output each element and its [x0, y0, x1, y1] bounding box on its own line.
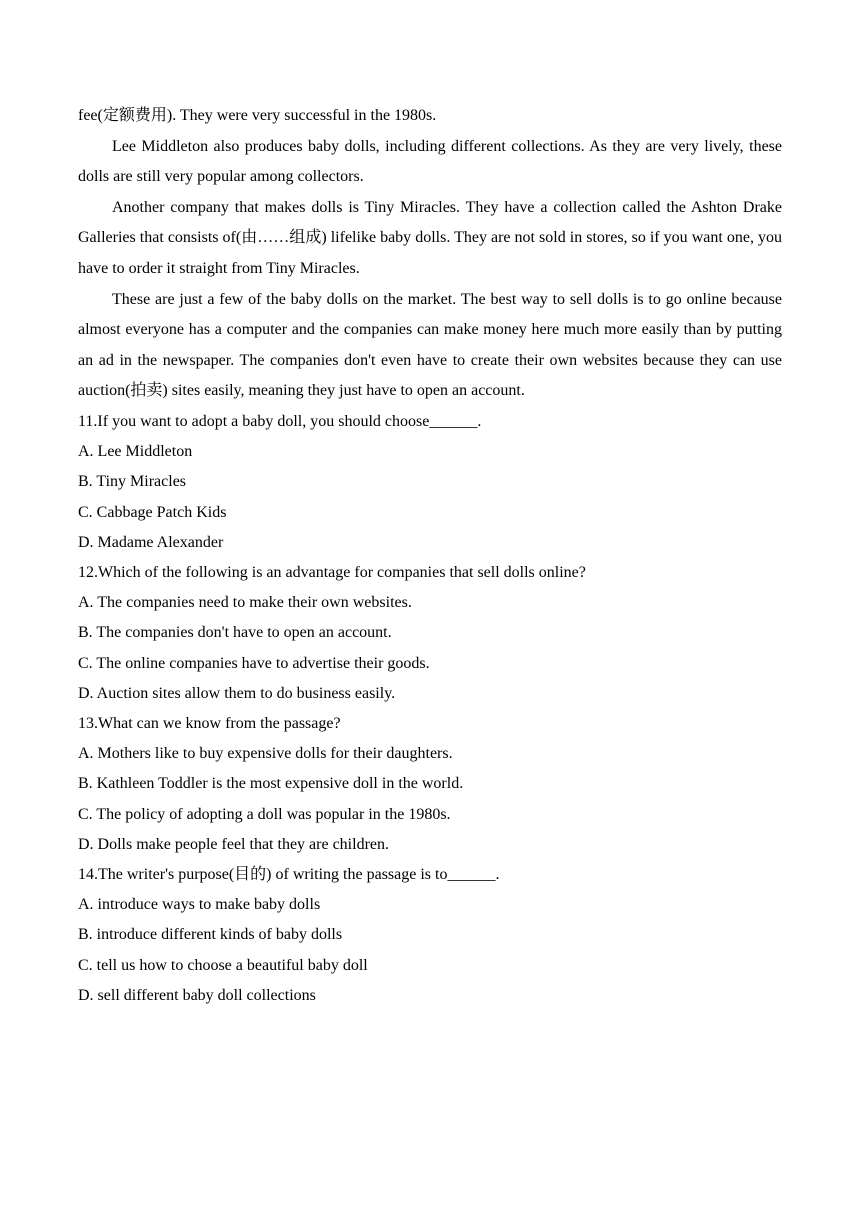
question-13	[78, 709, 782, 860]
question-stem: 13.What can we know from the passage?	[78, 714, 341, 732]
question-12	[78, 558, 782, 709]
answer-option: B. The companies don't have to open an account.	[78, 624, 392, 642]
question-14	[78, 860, 782, 1011]
answer-option: A. Lee Middleton	[78, 443, 193, 461]
question-11	[78, 407, 782, 558]
passage-paragraph: Lee Middleton also produces baby dolls, including different collections. As they are very lively, these dolls are still very popular among collectors.	[78, 137, 782, 186]
answer-option: D. sell different baby doll collections	[78, 986, 316, 1004]
passage-paragraph: fee(定额费用). They were very successful in the 1980s.	[78, 107, 437, 124]
question-stem: 11.If you want to adopt a baby doll, you should choose______.	[78, 412, 482, 430]
answer-option: D. Dolls make people feel that they are children.	[78, 835, 389, 853]
passage-paragraph: Another company that makes dolls is Tiny Miracles. They have a collection called the Ashton Drake Galleries that consists of(由……组成) lifelike baby dolls. They are not sold in stores, so if you want one, you have to order it straight from Tiny Miracles.	[78, 198, 782, 277]
answer-option: B. Tiny Miracles	[78, 473, 187, 491]
answer-option: C. tell us how to choose a beautiful baby doll	[78, 956, 368, 974]
question-stem: 12.Which of the following is an advantage for companies that sell dolls online?	[78, 563, 586, 581]
answer-option: C. The online companies have to advertise their goods.	[78, 654, 430, 672]
answer-option: B. introduce different kinds of baby dolls	[78, 926, 343, 944]
answer-option: B. Kathleen Toddler is the most expensive doll in the world.	[78, 775, 464, 793]
answer-option: C. Cabbage Patch Kids	[78, 503, 227, 521]
question-stem: 14.The writer's purpose(目的) of writing the passage is to______.	[78, 865, 500, 883]
answer-option: D. Auction sites allow them to do business easily.	[78, 684, 396, 702]
answer-option: D. Madame Alexander	[78, 533, 224, 551]
document-page	[78, 101, 782, 1011]
answer-option: A. introduce ways to make baby dolls	[78, 896, 321, 914]
answer-option: A. Mothers like to buy expensive dolls for their daughters.	[78, 745, 453, 763]
answer-option: C. The policy of adopting a doll was popular in the 1980s.	[78, 805, 451, 823]
answer-option: A. The companies need to make their own websites.	[78, 594, 412, 612]
passage-paragraph: These are just a few of the baby dolls on the market. The best way to sell dolls is to go online because almost everyone has a computer and the companies can make money here much more easily than by putting an ad in the newspaper. The companies don't even have to create their own websites because they can use auction(拍卖) sites easily, meaning they just have to open an account.	[78, 290, 782, 400]
